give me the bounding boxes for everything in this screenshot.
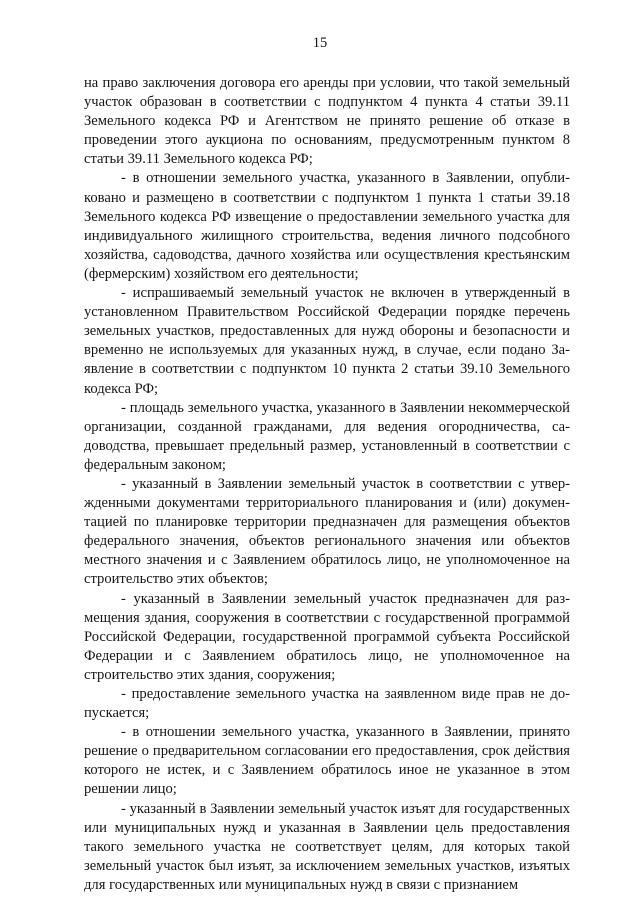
- list-item-published-notice: - в отношении земельного участка, указанного в Заявлении, опубликовано и размещено в соответствии с подпунктом 1 пункта 1 статьи 39.18 Земельного кодекса РФ извещение о предоставлении земельного участка для индивидуального жилищного строительства, ведения личного подсобного хозяйства, садоводства, дачного хозяйства или осуществления крестьянским (фермерским) хозяйством его деятельности;: [84, 170, 570, 282]
- list-item-area-limit: - площадь земельного участка, указанного в Заявлении некоммерческой организации, созданной гражданами, для ведения огородничества, садоводства, превышает предельный размер, установленный в соответствии с федеральным законом;: [84, 399, 570, 473]
- list-item-preliminary-approval: - в отношении земельного участка, указанного в Заявлении, принято решение о предварительном согласовании его предоставления, срок действия которого не истек, и с Заявлением обратилось иное не указанное в этом решении лицо;: [84, 724, 570, 798]
- page-number: 15: [312, 35, 328, 51]
- list-item-defense-list: - испрашиваемый земельный участок не включен в утвержденный в установленном Правительством Российской Федерации порядке перечень земельных участков, предоставленных для нужд обороны и безопасности и временно не используемых для указанных нужд, в случае, если подано Заявление в соответствии с подпунктом 10 пункта 2 статьи 39.10 Земельного кодекса РФ;: [84, 285, 570, 397]
- list-item-state-program: - указанный в Заявлении земельный участок предназначен для размещения здания, сооружения в соответствии с государственной программой Российской Федерации, государственной программой субъекта Российской Федерации и с Заявлением обратилось лицо, не уполномоченное на строительство этих здания, сооружения;: [84, 590, 570, 683]
- document-body: [84, 74, 570, 895]
- list-item-seized-land: - указанный в Заявлении земельный участок изъят для государственных или муниципальных нужд и указанная в Заявлении цель предоставления такого земельного участка не соответствует целям, для которых такой земельный участок был изъят, за исключением земельных участков, изъятых для государственных или муниципальных нужд в связи с признанием: [84, 800, 570, 893]
- paragraph-continuation: на право заключения договора его аренды при условии, что такой земельный участок образован в соответствии с подпунктом 4 пункта 4 статьи 39.11 Земельного кодекса РФ и Агентством не принято решение об отказе в проведении этого аукциона по основаниям, предусмотренным пунктом 8 статьи 39.11 Земельного кодекса РФ;: [84, 75, 570, 168]
- list-item-territorial-planning: - указанный в Заявлении земельный участок в соответствии с утвержденными документами территориального планирования и (или) документацией по планировке территории предназначен для размещения объектов федерального значения, объектов регионального значения или объектов местного значения и с Заявлением обратилось лицо, не уполномоченное на строительство этих объектов;: [84, 475, 570, 588]
- list-item-right-type: - предоставление земельного участка на заявленном виде прав не допускается;: [84, 686, 570, 722]
